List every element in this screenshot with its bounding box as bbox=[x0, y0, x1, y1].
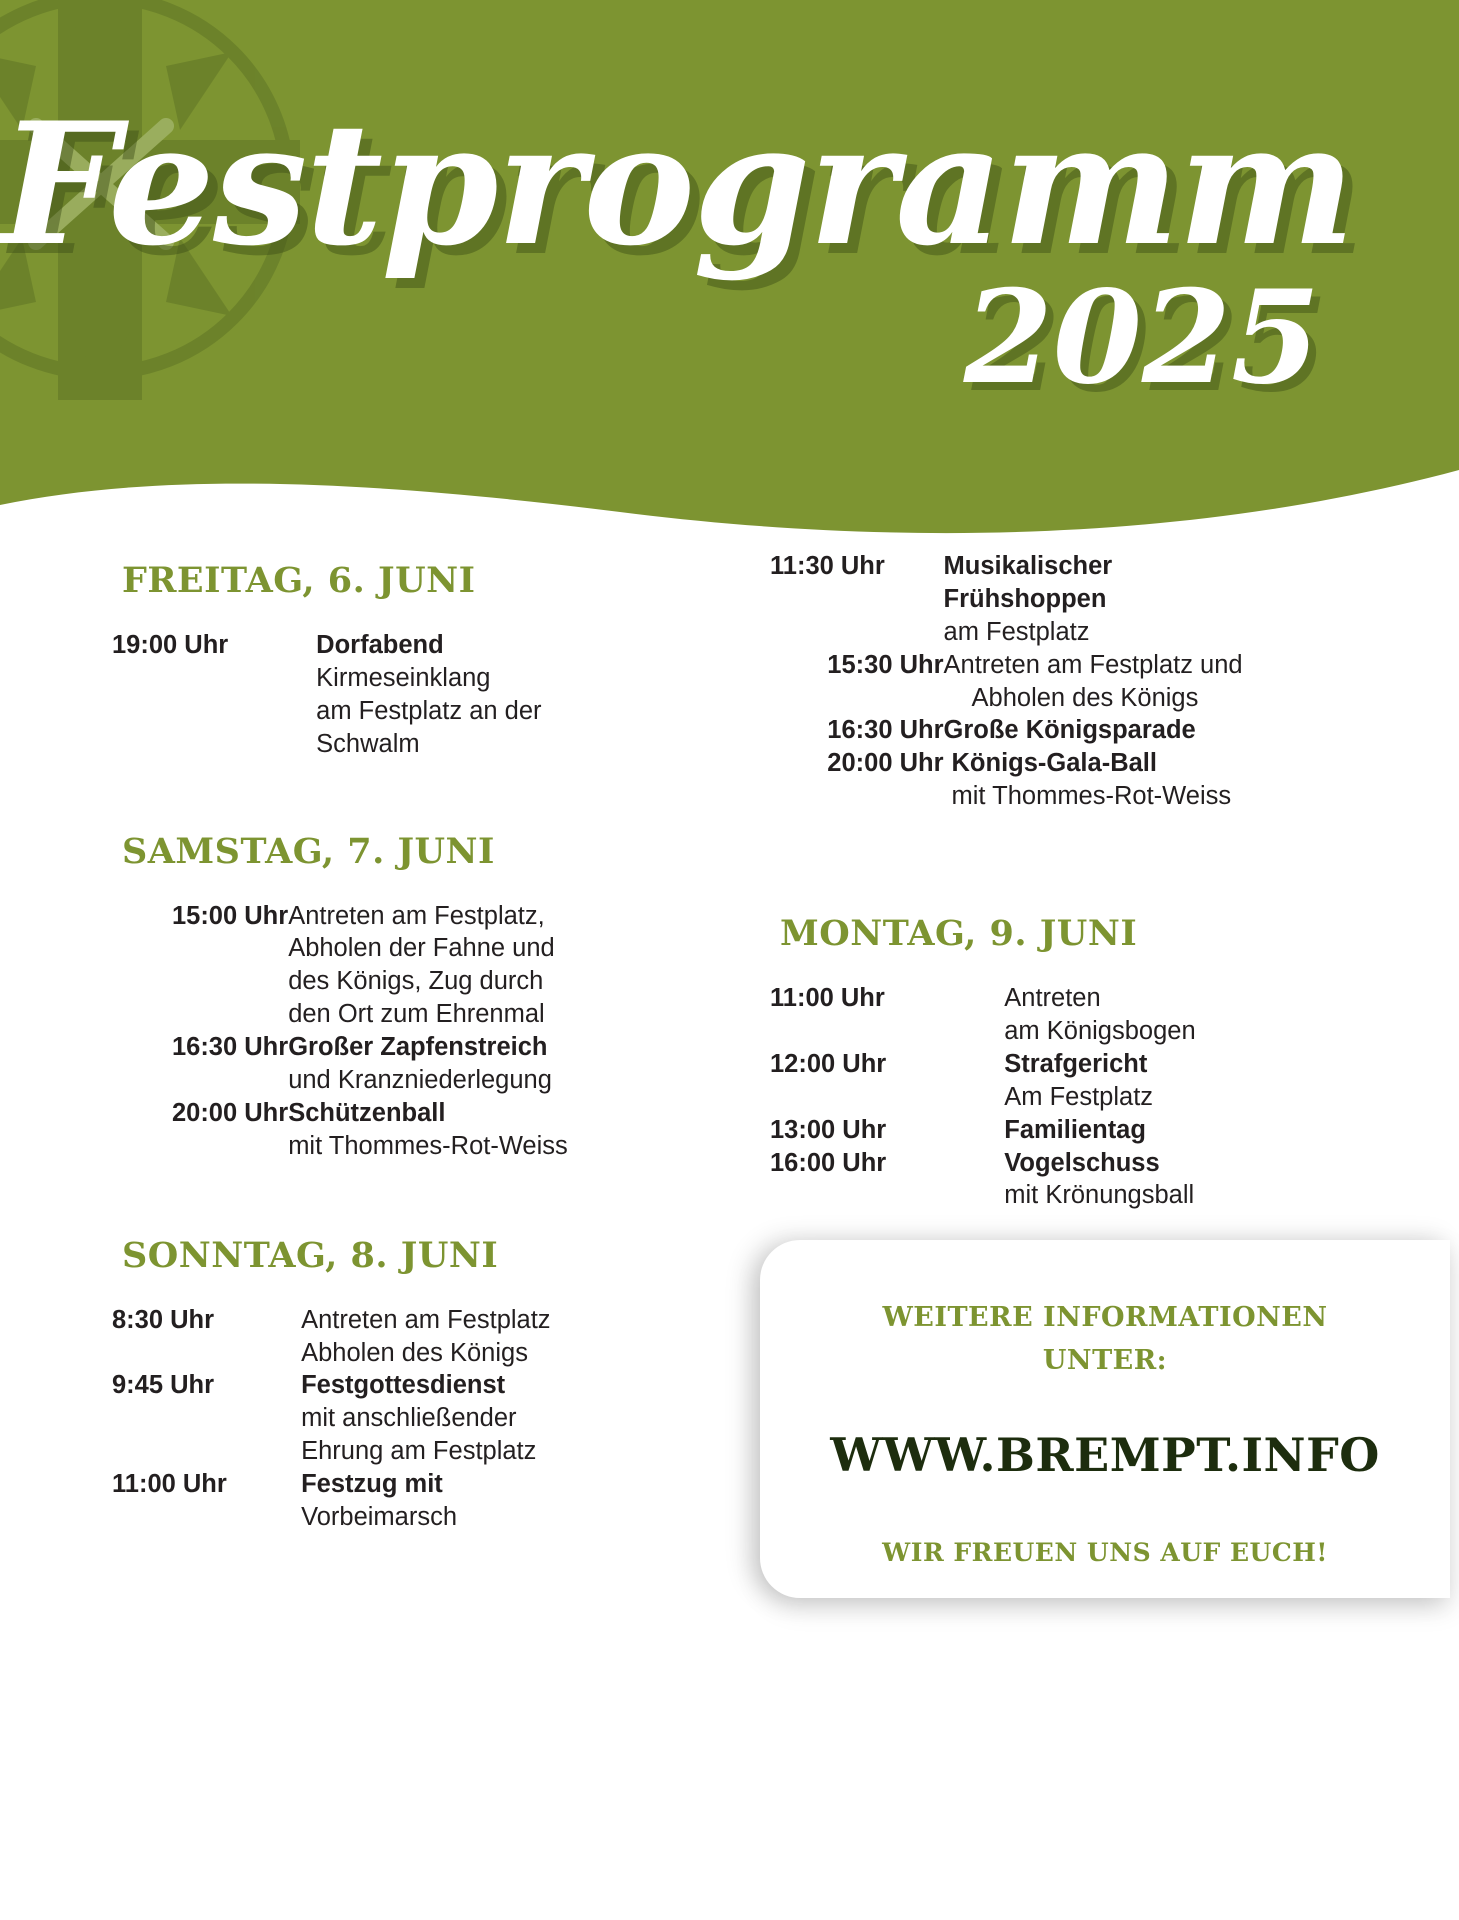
entry-line: Großer Zapfenstreich bbox=[288, 1033, 548, 1062]
entry-time: 15:30 Uhr bbox=[827, 650, 944, 679]
entry-line: mit anschließender bbox=[301, 1404, 517, 1433]
table-row bbox=[770, 1114, 1390, 1147]
entry-time: 12:00 Uhr bbox=[770, 1049, 887, 1078]
entry-desc bbox=[316, 629, 712, 761]
day-heading-sunday: SONNTAG, 8. JUNI bbox=[122, 1234, 499, 1276]
table-row bbox=[770, 1147, 1390, 1213]
table-row bbox=[112, 1304, 712, 1370]
info-card-line2: UNTER: bbox=[1042, 1345, 1168, 1376]
entry-time: 9:45 Uhr bbox=[112, 1371, 215, 1400]
table-row bbox=[770, 982, 1390, 1048]
info-card bbox=[760, 1240, 1450, 1598]
entry-line: Vorbeimarsch bbox=[301, 1503, 458, 1532]
entry-line: Abholen des Königs bbox=[971, 683, 1199, 712]
entry-time: 16:30 Uhr bbox=[827, 716, 944, 745]
entry-desc bbox=[1004, 1114, 1390, 1147]
entry-desc bbox=[1004, 1048, 1390, 1114]
website-link[interactable]: WWW.BREMPT.INFO bbox=[830, 1428, 1380, 1482]
entry-time: 19:00 Uhr bbox=[112, 631, 229, 659]
entry-time: 11:30 Uhr bbox=[770, 552, 885, 580]
poster-title: Festprogramm bbox=[0, 85, 1354, 283]
day-heading-friday: FREITAG, 6. JUNI bbox=[122, 560, 476, 601]
entry-desc bbox=[944, 714, 1390, 747]
left-column bbox=[112, 560, 712, 1534]
entry-line: mit Thommes-Rot-Weiss bbox=[951, 782, 1232, 811]
entry-desc bbox=[288, 900, 712, 1032]
entry-desc bbox=[944, 747, 1390, 813]
entry-line: Antreten am Festplatz, bbox=[288, 901, 545, 930]
entry-desc bbox=[1004, 982, 1390, 1048]
entry-line: am Festplatz an der bbox=[316, 696, 542, 725]
table-row bbox=[770, 714, 1390, 747]
right-column bbox=[770, 552, 1390, 1212]
entry-desc bbox=[301, 1304, 712, 1370]
schedule-table-monday bbox=[770, 982, 1390, 1212]
day-block-saturday bbox=[112, 831, 712, 1163]
entry-line: Schützenball bbox=[288, 1098, 446, 1127]
entry-line: Ehrung am Festplatz bbox=[301, 1437, 537, 1466]
day-heading-monday: MONTAG, 9. JUNI bbox=[780, 913, 1138, 955]
schedule-table-sunday-continued bbox=[770, 550, 1390, 813]
entry-line: Festgottesdienst bbox=[301, 1371, 506, 1400]
entry-time: 16:30 Uhr bbox=[171, 1033, 289, 1062]
entry-line: Musikalischer bbox=[943, 552, 1113, 580]
entry-line: am Königsbogen bbox=[1004, 1017, 1196, 1046]
entry-line: Antreten am Festplatz und bbox=[943, 650, 1243, 679]
entry-time: 8:30 Uhr bbox=[112, 1305, 215, 1334]
title-block bbox=[0, 0, 1354, 413]
day-block-sunday bbox=[112, 1235, 712, 1534]
entry-line: Schwalm bbox=[316, 729, 420, 758]
entry-line: und Kranzniederlegung bbox=[288, 1066, 552, 1095]
entry-time: 13:00 Uhr bbox=[770, 1115, 887, 1144]
table-row bbox=[112, 1031, 712, 1097]
info-card-line1: WEITERE INFORMATIONEN bbox=[882, 1302, 1328, 1333]
entry-line: Vogelschuss bbox=[1004, 1148, 1160, 1177]
entry-desc bbox=[288, 1031, 712, 1097]
entry-line: Dorfabend bbox=[316, 631, 444, 659]
table-row bbox=[112, 1097, 712, 1163]
table-row bbox=[112, 629, 712, 761]
entry-line: Frühshoppen bbox=[943, 584, 1107, 613]
schedule-table-saturday bbox=[112, 900, 712, 1163]
entry-desc bbox=[944, 649, 1390, 715]
schedule-table-friday bbox=[112, 629, 712, 761]
table-row bbox=[112, 900, 712, 1032]
entry-desc bbox=[301, 1468, 712, 1534]
entry-line: Königs-Gala-Ball bbox=[951, 749, 1157, 778]
entry-line: am Festplatz bbox=[943, 617, 1090, 646]
entry-line: Festzug mit bbox=[301, 1470, 443, 1499]
entry-line: mit Thommes-Rot-Weiss bbox=[288, 1131, 568, 1160]
entry-line: Abholen der Fahne und bbox=[288, 934, 555, 963]
entry-line: Familientag bbox=[1004, 1115, 1146, 1144]
entry-time: 20:00 Uhr bbox=[827, 749, 944, 778]
schedule-table-sunday bbox=[112, 1304, 712, 1534]
entry-line: Abholen des Königs bbox=[301, 1338, 528, 1367]
entry-line: Antreten am Festplatz bbox=[301, 1305, 551, 1334]
entry-line: den Ort zum Ehrenmal bbox=[288, 1000, 545, 1029]
entry-desc bbox=[301, 1369, 712, 1468]
entry-line: mit Krönungsball bbox=[1004, 1181, 1195, 1210]
table-row bbox=[112, 1369, 712, 1468]
entry-line: Kirmeseinklang bbox=[316, 663, 491, 692]
entry-time: 15:00 Uhr bbox=[171, 901, 289, 930]
entry-time: 11:00 Uhr bbox=[770, 984, 885, 1013]
table-row bbox=[770, 1048, 1390, 1114]
entry-line: Große Königsparade bbox=[943, 716, 1196, 745]
poster-year: 2025 bbox=[963, 263, 1320, 413]
entry-desc bbox=[944, 550, 1390, 649]
entry-desc bbox=[288, 1097, 712, 1163]
info-card-footer: WIR FREUEN UNS AUF EUCH! bbox=[882, 1538, 1328, 1567]
day-heading-saturday: SAMSTAG, 7. JUNI bbox=[122, 830, 495, 872]
table-row bbox=[770, 649, 1390, 715]
entry-time: 11:00 Uhr bbox=[112, 1470, 227, 1499]
day-block-friday bbox=[112, 560, 712, 761]
day-block-monday bbox=[770, 913, 1390, 1212]
table-row bbox=[770, 747, 1390, 813]
sunday-continued-block bbox=[770, 550, 1390, 813]
table-row bbox=[770, 550, 1390, 649]
entry-time: 16:00 Uhr bbox=[770, 1148, 887, 1177]
entry-desc bbox=[1004, 1147, 1390, 1213]
entry-line: des Königs, Zug durch bbox=[288, 967, 544, 996]
entry-time: 20:00 Uhr bbox=[171, 1098, 289, 1127]
poster-header bbox=[0, 0, 1459, 560]
entry-line: Am Festplatz bbox=[1004, 1082, 1154, 1111]
entry-line: Antreten bbox=[1004, 984, 1101, 1013]
entry-line: Strafgericht bbox=[1004, 1049, 1148, 1078]
table-row bbox=[112, 1468, 712, 1534]
